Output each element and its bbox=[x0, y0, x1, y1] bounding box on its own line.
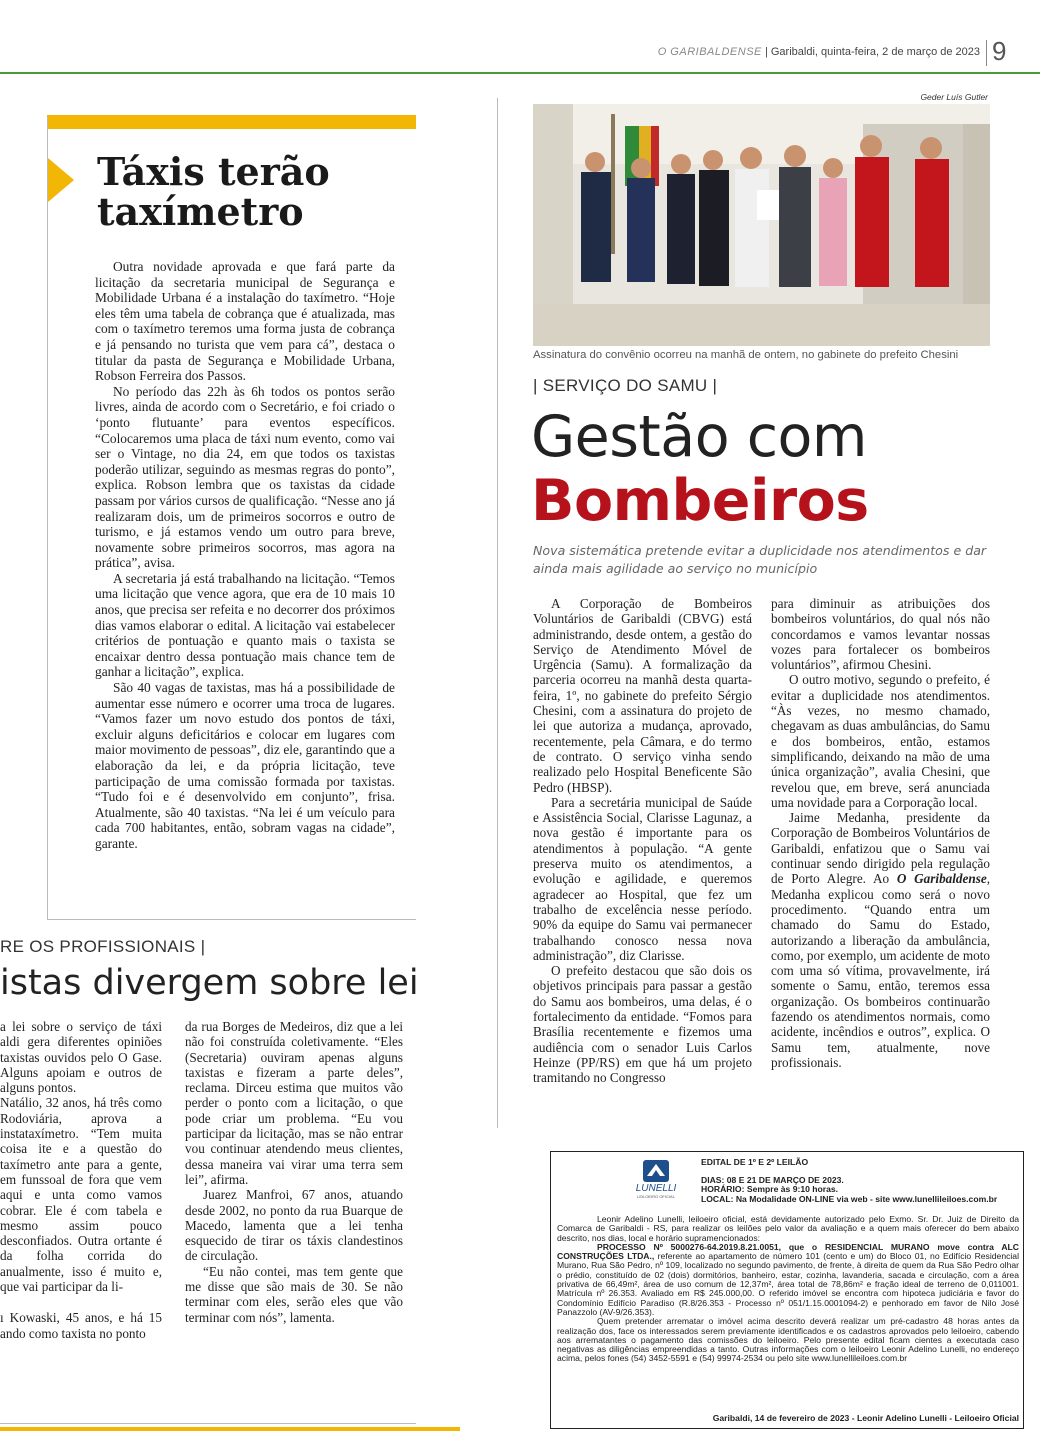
notice-title: EDITAL DE 1º E 2º LEILÃO bbox=[701, 1157, 809, 1167]
taxi-story-body bbox=[95, 259, 395, 852]
logo-subtext: LEILOEIRO OFICIAL bbox=[637, 1194, 675, 1199]
notice-body bbox=[557, 1215, 1019, 1364]
news-photo bbox=[533, 104, 990, 346]
paragraph: Juarez Manfroi, 67 anos, atuando desde 2002, no ponto da rua Buarque de Macedo, lamenta que a lei tenha esquecido de tirar os táxis clandestinos de circulação. bbox=[185, 1187, 403, 1264]
text-run: , Medanha explicou como será o novo procedimento. “Quando entra um chamado do Samu do Estado, autorizando a liberação da ambulância, como, por exemplo, um acidente de moto com uma só vítima, provavelmente, irá somente o Samu, então, teremos essa organização. Os bombeiros continuarão fazendo os atendimentos normais, como acidente, incêndios e outros”, explica. O Samu tem, atualmente, nove profissionais. bbox=[771, 871, 990, 1070]
paragraph: Outra novidade aprovada e que fará parte da licitação da secretaria municipal de Segurança e Mobilidade Urbana é a instalação do taxímetro. “Hoje eles têm uma tabela de cobrança que é atualizada, mas com o taxímetro teremos uma forma justa de cobrança e já pensando no turista que vem para cá”, destaca o titular da pasta de Segurança e Mobilidade Urbana, Robson Ferreira dos Passos. bbox=[95, 259, 395, 384]
section-kicker: | SERVIÇO DO SAMU | bbox=[533, 376, 718, 395]
notice-schedule bbox=[701, 1176, 997, 1204]
taxistas-column-1 bbox=[0, 1019, 162, 1341]
logo-text: LUNELLI bbox=[635, 1183, 677, 1194]
paragraph: Leonir Adelino Lunelli, leiloeiro oficial, está devidamente autorizado pelo Exmo. Sr. Dr. Juiz de Direito da Comarca de Garibaldi - RS, para realizar os leilões pelo valor da avaliação e a quem mais oferecer do bem abaixo descrito, nos dias, local e horário supramencionados: bbox=[557, 1214, 1019, 1243]
page-header bbox=[560, 46, 980, 58]
dateline: Garibaldi, quinta-feira, 2 de março de 2023 bbox=[770, 46, 980, 58]
text-run: referente ao apartamento de número 101 (cento e um) do Bloco 01, no Edifício Residencial Murano, Rua São Pedro, nº 109, localizado no segundo pavimento, de frente, à direita de quem da Rua São Pedro olhar o prédio, constituído de 02 (dois) dormitórios, banheiro, estar, cozinha, lavanderia, sacada e circulação, com a área privativa de 66,49m², área de uso comum de 12,37m², área total de 78,86m² e fração ideal de terreno de 0,011001. Matrícula nº 26.353. Avaliado em R$ 245.000,00. O referido imóvel se encontra com hipoteca judiciária e favor do Condomínio Edifício Paradiso (R.8/26.353 - Processo nº 051/1.15.0001094-2) e penhorado em favor de Nilo José Panazzolo (AV-9/26.353). bbox=[557, 1251, 1019, 1317]
notice-dates: DIAS: 08 E 21 DE MARÇO DE 2023. bbox=[701, 1175, 844, 1185]
paragraph: para diminuir as atribuições dos bombeiros voluntários, do qual nós não concordamos e vamos levantar nossas vozes para fortalecer os bombeiros voluntários”, afirmou Chesini. bbox=[771, 596, 990, 673]
taxistas-kicker: RE OS PROFISSIONAIS | bbox=[0, 937, 206, 956]
lunelli-logo bbox=[623, 1160, 689, 1200]
column-divider bbox=[497, 98, 498, 1128]
process-number: PROCESSO Nº 5000276-64.2019.8.21.0051, que o RESIDENCIAL MURANO move contra ALC CONSTRUÇÕES LTDA., bbox=[557, 1241, 1019, 1262]
paragraph: A Corporação de Bombeiros Voluntários de Garibaldi (CBVG) está administrando, desde ontem, a gestão do Serviço de Atendimento Móvel de Urgência (Samu). A formalização da parceria ocorreu na manhã desta quarta-feira, 1º, no gabinete do prefeito Sérgio Chesini, com a assinatura do projeto de lei que autoriza a mudança, aprovado, recentemente, pela Câmara, e do termo de contrato. O serviço vinha sendo realizado pelo Hospital Beneficente São Pedro (HBSP). bbox=[533, 596, 752, 795]
notice-time: HORÁRIO: Sempre às 9:10 horas. bbox=[701, 1184, 839, 1195]
headline-line-1: Gestão com bbox=[531, 404, 867, 470]
bottom-accent-bar bbox=[0, 1427, 460, 1431]
taxistas-headline: istas divergem sobre lei bbox=[0, 963, 419, 1003]
subheadline: Nova sistemática pretende evitar a duplicidade nos atendimentos e dar ainda mais agilidade ao serviço no município bbox=[533, 543, 987, 576]
newspaper-brand: O GARIBALDENSE bbox=[657, 46, 762, 58]
notice-location: LOCAL: Na Modalidade ON-LINE via web - site www.lunellileiloes.com.br bbox=[701, 1193, 998, 1204]
paragraph bbox=[771, 810, 990, 1070]
taxi-title-arrow bbox=[48, 158, 74, 202]
paragraph: O prefeito destacou que são dois os objetivos principais para passar a gestão do Samu aos bombeiros, uma delas, é o fortalecimento da entidade. “Fomos para Brasília recentemente e fizemos uma audiência com o senador Luis Carlos Heinze (PP/RS) em que há um projeto tramitando no Congresso bbox=[533, 963, 752, 1086]
paragraph: No período das 22h às 6h todos os pontos serão livres, ainda de acordo com o Secretário, e foi criado o ‘ponto flutuante’ para eventos específicos. “Colocaremos uma placa de táxi num evento, como vai ser o Vintage, no dia 24, em que todos os taxistas poderão utilizar, seguindo as mesmas regras do ponto”, explica. Robson lembra que os taxistas da cidade passam por vários cursos de qualificação. “Nesse ano já realizaram dois, um de primeiros socorros e outro de turismo, e já estamos vendo um outro para breve, novamente sobre primeiros socorros, mas agora na prática”, avisa. bbox=[95, 383, 395, 571]
paragraph: O outro motivo, segundo o prefeito, é evitar a duplicidade nos atendimentos. “Às vezes, no mesmo chamado, chegavam as duas ambulâncias, do Samu e dos bombeiros, então, estamos simplificando, deixando na mão de uma única organização”, avalia Chesini, que revelou que, em breve, será anunciada uma novidade para a Corporação local. bbox=[771, 672, 990, 810]
paragraph: Quem pretender arrematar o imóvel acima descrito deverá realizar um pré-cadastro 48 horas antes da realização dos, face os interessados serem previamente identificados e os cadastros aprovados pelo leiloeiro, cabendo aos arrematantes o pagamento das comissões do leiloeiro. Pelo presente edital ficam cientes a executada caso negativas as diligências empreendidas a tanto. Outras informações com o leiloeiro Leonir Adelino Lunelli, no endereço acima, pelos fones (54) 3452-5591 e (54) 99974-2534 ou pelo site www.lunellileiloes.com.br bbox=[557, 1316, 1019, 1364]
paragraph: Natálio, 32 anos, há três como Rodoviária, aprova a instataxímetro. “Tem muita coisa ite e a questão do taxímetro ante para a gente, em funssoal de fora que vem aqui e unta como vamos cobrar. Ele é com tabela e mesmo assim pouco desconfiados. Outra ortante é da folha corrida do anualmente, isso é muito e, que vai participar da li- bbox=[0, 1095, 162, 1295]
header-separator: | bbox=[764, 46, 768, 58]
paragraph: São 40 vagas de taxistas, mas há a possibilidade de aumentar esse número e ocorrer uma troca de lugares. “Vamos fazer um novo estudo dos pontos de táxi, excluir alguns deficitários e colocar em lugares com maior movimento de pessoas”, diz ele, garantindo que a elaboração da lei, e da própria licitação, teve participação de uma comissão formada por taxistas. “Tudo foi e é desenvolvido em conjunto”, frisa. Atualmente, são 40 taxistas. “Na lei é um veículo para cada 700 habitantes, então, sobram vagas na cidade”, garante. bbox=[95, 680, 395, 851]
page-number-divider bbox=[986, 40, 987, 66]
paragraph: A secretaria já está trabalhando na licitação. “Temos uma licitação que vence agora, que era de 10 mais 10 anos, que precisa ser refeita e no decorrer dos próximos dias vamos elaborar o edital. A licitação vai estabelecer critérios de pontuação e quanto mais o taxista se encaixar dentro dessa pontuação mais chance tem de ganhar a licitação”, explica. bbox=[95, 570, 395, 680]
taxi-story-title: Táxis terão taxímetro bbox=[97, 149, 330, 234]
headline-line-2: Bombeiros bbox=[531, 468, 869, 534]
auction-logo-icon bbox=[623, 1160, 689, 1200]
bottom-rule bbox=[0, 1423, 416, 1424]
samu-column-2 bbox=[771, 596, 990, 1070]
photo-credit: Geder Luís Gutler bbox=[920, 92, 988, 102]
auction-notice bbox=[550, 1151, 1024, 1429]
paragraph: da rua Borges de Medeiros, diz que a lei não foi construída coletivamente. “Eles (Secretaria) ouviram apenas alguns taxistas e fizeram a parte deles”, reclama. Dirceu estima que muitos vão perder o ponto com a licitação, o que pode criar um problema. “Eu vou participar da licitação, mas se não entrar vou continuar atendendo meus clientes, dessa maneira vai virar uma terra sem lei”, afirma. bbox=[185, 1019, 403, 1187]
text-run: Jaime Medanha, presidente da Corporação de Bombeiros Voluntários de Garibaldi, enfatizou que o Samu vai continuar sendo dirigido pela regulação de Porto Alegre. Ao bbox=[771, 810, 990, 887]
signing-ceremony-photo bbox=[533, 104, 990, 346]
paragraph: “Eu não contei, mas tem gente que me disse que são mais de 30. Se não terminar com eles, serão eles que vão terminar com nós”, lamenta. bbox=[185, 1263, 403, 1325]
photo-caption: Assinatura do convênio ocorreu na manhã de ontem, no gabinete do prefeito Chesini bbox=[533, 349, 959, 361]
paragraph: Para a secretária municipal de Saúde e Assistência Social, Clarisse Lagunaz, a nova gestão é importante para os atendimentos à população. “A gente preserva muito os atendimentos, a evolução e agilidade, e queremos agradecer ao Hospital, que fez um trabalho de excelência nesse período. 90% da equipe do Samu vai permanecer trabalhando conosco nessa nova administração”, diz Clarisse. bbox=[533, 794, 752, 963]
taxistas-column-2 bbox=[185, 1019, 403, 1325]
samu-column-1 bbox=[533, 596, 752, 1086]
header-rule bbox=[0, 72, 1040, 74]
paragraph bbox=[557, 1243, 1019, 1317]
page-number: 9 bbox=[992, 36, 1007, 66]
paragraph: ı Kowaski, 45 anos, e há 15 ando como taxista no ponto bbox=[0, 1310, 162, 1341]
paragraph: a lei sobre o serviço de táxi aldi gera diferentes opiniões taxistas ouvidos pelo O Gase. Alguns apoiam e outros de alguns pontos. bbox=[0, 1019, 162, 1096]
notice-signature: Garibaldi, 14 de fevereiro de 2023 - Leonir Adelino Lunelli - Leiloeiro Oficial bbox=[712, 1413, 1019, 1423]
newspaper-name: O Garibaldense bbox=[896, 871, 987, 887]
